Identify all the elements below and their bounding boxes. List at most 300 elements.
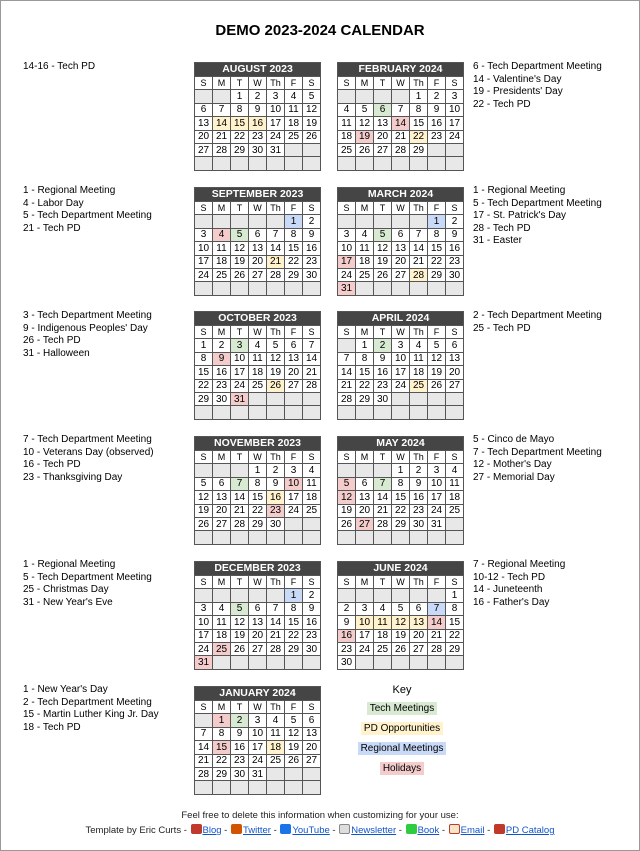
day-of-week-header: M xyxy=(213,326,231,339)
day-cell: 27 xyxy=(249,268,267,281)
day-cell: 9 xyxy=(374,352,392,365)
event-item: 12 - Mother's Day xyxy=(473,459,552,470)
calendar-february-2024 xyxy=(337,62,464,171)
day-cell: 20 xyxy=(356,504,374,517)
empty-day-cell xyxy=(195,215,213,228)
day-cell: 26 xyxy=(303,130,321,143)
day-cell: 30 xyxy=(338,656,356,669)
empty-day-cell xyxy=(231,282,249,295)
day-cell: 9 xyxy=(446,228,464,241)
day-of-week-header: F xyxy=(285,202,303,215)
empty-day-cell xyxy=(356,157,374,170)
day-of-week-header: M xyxy=(356,77,374,90)
empty-day-cell xyxy=(231,464,249,477)
empty-day-cell xyxy=(338,90,356,103)
day-cell: 10 xyxy=(446,103,464,116)
event-item: 6 - Tech Department Meeting xyxy=(473,61,602,72)
event-item: 15 - Martin Luther King Jr. Day xyxy=(23,709,159,720)
day-cell: 28 xyxy=(428,642,446,655)
events-february xyxy=(473,61,602,111)
day-cell: 19 xyxy=(428,366,446,379)
day-cell: 4 xyxy=(303,464,321,477)
day-cell: 4 xyxy=(213,228,231,241)
events-may xyxy=(473,434,602,484)
book-link[interactable]: Book xyxy=(417,825,440,836)
day-cell: 14 xyxy=(392,117,410,130)
day-cell: 10 xyxy=(428,477,446,490)
event-item: 3 - Tech Department Meeting xyxy=(23,310,152,321)
day-cell: 24 xyxy=(356,642,374,655)
day-cell: 4 xyxy=(356,228,374,241)
event-item: 1 - New Year's Day xyxy=(23,684,108,695)
empty-day-cell xyxy=(303,517,321,530)
event-item: 2 - Tech Department Meeting xyxy=(473,310,602,321)
day-of-week-header: M xyxy=(356,576,374,589)
day-of-week-header: Th xyxy=(410,576,428,589)
empty-day-cell xyxy=(303,143,321,156)
day-cell: 22 xyxy=(231,130,249,143)
day-of-week-header: S xyxy=(195,576,213,589)
day-cell: 12 xyxy=(195,491,213,504)
empty-day-cell xyxy=(195,589,213,602)
day-cell: 3 xyxy=(249,714,267,727)
day-cell: 3 xyxy=(285,464,303,477)
calendar-june-2024 xyxy=(337,561,464,670)
day-cell: 21 xyxy=(267,255,285,268)
day-cell: 16 xyxy=(446,242,464,255)
day-cell: 27 xyxy=(195,143,213,156)
day-cell: 19 xyxy=(392,629,410,642)
day-cell: 30 xyxy=(303,642,321,655)
day-cell: 24 xyxy=(231,379,249,392)
month-header: APRIL 2024 xyxy=(338,312,464,326)
day-cell: 21 xyxy=(338,379,356,392)
day-cell: 12 xyxy=(267,352,285,365)
day-cell: 29 xyxy=(213,767,231,780)
day-of-week-header: S xyxy=(303,77,321,90)
day-cell: 3 xyxy=(338,228,356,241)
empty-day-cell xyxy=(356,282,374,295)
day-cell: 19 xyxy=(303,117,321,130)
newsletter-link[interactable]: Newsletter xyxy=(351,825,397,836)
day-cell: 29 xyxy=(392,517,410,530)
page-title: DEMO 2023-2024 CALENDAR xyxy=(215,22,425,39)
event-item: 14-16 - Tech PD xyxy=(23,61,96,72)
empty-day-cell xyxy=(356,464,374,477)
day-cell: 18 xyxy=(285,117,303,130)
empty-day-cell xyxy=(303,282,321,295)
event-item: 1 - Regional Meeting xyxy=(23,185,116,196)
template-credit: Template by Eric Curts - xyxy=(85,825,187,836)
empty-day-cell xyxy=(267,282,285,295)
empty-day-cell xyxy=(249,215,267,228)
empty-day-cell xyxy=(267,406,285,419)
day-cell: 13 xyxy=(446,352,464,365)
day-cell: 14 xyxy=(428,616,446,629)
event-item: 7 - Tech Department Meeting xyxy=(23,434,152,445)
day-cell: 7 xyxy=(410,228,428,241)
event-item: 10 - Veterans Day (observed) xyxy=(23,446,154,458)
day-cell: 14 xyxy=(410,242,428,255)
day-cell: 24 xyxy=(338,268,356,281)
day-cell: 14 xyxy=(338,366,356,379)
day-cell: 28 xyxy=(213,143,231,156)
day-cell: 22 xyxy=(285,255,303,268)
day-cell: 23 xyxy=(213,379,231,392)
empty-day-cell xyxy=(338,339,356,352)
day-cell: 8 xyxy=(285,602,303,615)
calendar-september-2023 xyxy=(194,187,321,296)
empty-day-cell xyxy=(231,157,249,170)
day-cell: 9 xyxy=(303,228,321,241)
month-header: SEPTEMBER 2023 xyxy=(195,188,321,202)
day-cell: 30 xyxy=(303,268,321,281)
empty-day-cell xyxy=(356,531,374,544)
event-item: 9 - Indigenous Peoples' Day xyxy=(23,322,148,334)
empty-day-cell xyxy=(356,215,374,228)
day-cell: 29 xyxy=(285,642,303,655)
day-cell: 10 xyxy=(267,103,285,116)
day-cell: 27 xyxy=(249,642,267,655)
day-cell: 13 xyxy=(356,491,374,504)
day-of-week-header: W xyxy=(249,701,267,714)
day-cell: 23 xyxy=(303,255,321,268)
month-header: FEBRUARY 2024 xyxy=(338,63,464,77)
empty-day-cell xyxy=(267,589,285,602)
events-september xyxy=(23,185,152,235)
day-cell: 6 xyxy=(303,714,321,727)
day-cell: 31 xyxy=(231,392,249,405)
day-cell: 13 xyxy=(285,352,303,365)
day-cell: 15 xyxy=(231,117,249,130)
day-cell: 12 xyxy=(303,103,321,116)
day-cell: 31 xyxy=(195,656,213,669)
empty-day-cell xyxy=(410,406,428,419)
day-of-week-header: T xyxy=(231,326,249,339)
calendar-october-2023 xyxy=(194,311,321,420)
events-august xyxy=(23,61,95,74)
empty-day-cell xyxy=(446,157,464,170)
day-cell: 8 xyxy=(410,103,428,116)
event-item: 2 - Tech Department Meeting xyxy=(23,696,152,708)
month-header: JANUARY 2024 xyxy=(195,687,321,701)
day-cell: 6 xyxy=(410,602,428,615)
day-cell: 21 xyxy=(231,504,249,517)
event-item: 5 - Tech Department Meeting xyxy=(23,210,152,221)
day-cell: 6 xyxy=(249,602,267,615)
day-cell: 22 xyxy=(249,504,267,517)
legend-tech-meetings: Tech Meetings xyxy=(367,702,437,715)
legend xyxy=(350,684,454,782)
day-of-week-header: Th xyxy=(267,326,285,339)
empty-day-cell xyxy=(392,406,410,419)
day-of-week-header: M xyxy=(356,326,374,339)
calendar-november-2023 xyxy=(194,436,321,545)
day-cell: 26 xyxy=(338,517,356,530)
empty-day-cell xyxy=(231,589,249,602)
day-cell: 22 xyxy=(213,754,231,767)
day-cell: 25 xyxy=(267,754,285,767)
empty-day-cell xyxy=(428,282,446,295)
day-cell: 22 xyxy=(285,629,303,642)
day-of-week-header: S xyxy=(303,451,321,464)
day-cell: 20 xyxy=(195,130,213,143)
empty-day-cell xyxy=(338,157,356,170)
day-of-week-header: F xyxy=(285,701,303,714)
empty-day-cell xyxy=(428,589,446,602)
day-cell: 16 xyxy=(303,242,321,255)
empty-day-cell xyxy=(392,656,410,669)
day-of-week-header: T xyxy=(374,77,392,90)
day-of-week-header: F xyxy=(285,326,303,339)
day-cell: 13 xyxy=(392,242,410,255)
events-march xyxy=(473,185,602,248)
day-cell: 29 xyxy=(231,143,249,156)
month-header: DECEMBER 2023 xyxy=(195,562,321,576)
day-cell: 7 xyxy=(213,103,231,116)
empty-day-cell xyxy=(213,406,231,419)
day-of-week-header: Th xyxy=(410,77,428,90)
day-cell: 14 xyxy=(195,741,213,754)
day-cell: 10 xyxy=(285,477,303,490)
empty-day-cell xyxy=(231,531,249,544)
day-cell: 11 xyxy=(249,352,267,365)
empty-day-cell xyxy=(249,781,267,794)
empty-day-cell xyxy=(338,589,356,602)
day-cell: 4 xyxy=(374,602,392,615)
calendar-may-2024 xyxy=(337,436,464,545)
day-cell: 10 xyxy=(338,242,356,255)
day-cell: 16 xyxy=(231,741,249,754)
day-cell: 5 xyxy=(195,477,213,490)
day-cell: 15 xyxy=(249,491,267,504)
day-cell: 12 xyxy=(231,616,249,629)
day-cell: 1 xyxy=(410,90,428,103)
empty-day-cell xyxy=(303,656,321,669)
day-of-week-header: W xyxy=(392,326,410,339)
empty-day-cell xyxy=(195,90,213,103)
day-cell: 6 xyxy=(392,228,410,241)
empty-day-cell xyxy=(249,656,267,669)
day-cell: 14 xyxy=(374,491,392,504)
day-cell: 13 xyxy=(213,491,231,504)
day-cell: 9 xyxy=(428,103,446,116)
empty-day-cell xyxy=(392,392,410,405)
empty-day-cell xyxy=(267,656,285,669)
day-cell: 11 xyxy=(410,352,428,365)
legend-holidays: Holidays xyxy=(380,762,424,775)
youtube-icon xyxy=(280,824,291,834)
day-cell: 17 xyxy=(195,255,213,268)
day-of-week-header: T xyxy=(231,77,249,90)
day-cell: 12 xyxy=(338,491,356,504)
day-cell: 3 xyxy=(267,90,285,103)
day-cell: 30 xyxy=(446,268,464,281)
day-cell: 30 xyxy=(410,517,428,530)
day-cell: 9 xyxy=(410,477,428,490)
day-cell: 21 xyxy=(374,504,392,517)
empty-day-cell xyxy=(267,215,285,228)
day-cell: 19 xyxy=(231,255,249,268)
twitter-link[interactable]: Twitter xyxy=(243,825,271,836)
empty-day-cell xyxy=(285,517,303,530)
day-cell: 14 xyxy=(213,117,231,130)
day-cell: 1 xyxy=(249,464,267,477)
empty-day-cell xyxy=(392,215,410,228)
empty-day-cell xyxy=(338,215,356,228)
day-cell: 24 xyxy=(195,642,213,655)
day-cell: 11 xyxy=(446,477,464,490)
day-of-week-header: M xyxy=(356,202,374,215)
day-cell: 16 xyxy=(374,366,392,379)
day-cell: 9 xyxy=(231,727,249,740)
pd-catalog-link[interactable]: PD Catalog xyxy=(505,825,555,836)
day-of-week-header: Th xyxy=(267,451,285,464)
day-of-week-header: F xyxy=(428,202,446,215)
day-cell: 24 xyxy=(267,130,285,143)
empty-day-cell xyxy=(285,656,303,669)
day-cell: 25 xyxy=(446,504,464,517)
day-cell: 19 xyxy=(356,130,374,143)
empty-day-cell xyxy=(195,282,213,295)
empty-day-cell xyxy=(338,531,356,544)
day-cell: 2 xyxy=(446,215,464,228)
month-header: AUGUST 2023 xyxy=(195,63,321,77)
day-of-week-header: M xyxy=(213,576,231,589)
day-cell: 18 xyxy=(213,255,231,268)
day-cell: 7 xyxy=(267,228,285,241)
day-of-week-header: S xyxy=(303,701,321,714)
day-cell: 22 xyxy=(446,629,464,642)
day-of-week-header: S xyxy=(446,202,464,215)
day-of-week-header: S xyxy=(446,326,464,339)
day-cell: 26 xyxy=(195,517,213,530)
day-cell: 23 xyxy=(446,255,464,268)
empty-day-cell xyxy=(410,531,428,544)
empty-day-cell xyxy=(231,781,249,794)
day-of-week-header: Th xyxy=(267,701,285,714)
day-of-week-header: T xyxy=(231,202,249,215)
day-of-week-header: W xyxy=(249,576,267,589)
event-item: 25 - Christmas Day xyxy=(23,584,109,595)
day-cell: 25 xyxy=(338,143,356,156)
day-of-week-header: W xyxy=(392,576,410,589)
day-cell: 6 xyxy=(356,477,374,490)
day-cell: 20 xyxy=(446,366,464,379)
day-cell: 9 xyxy=(338,616,356,629)
empty-day-cell xyxy=(267,767,285,780)
day-cell: 16 xyxy=(410,491,428,504)
day-cell: 17 xyxy=(285,491,303,504)
day-cell: 18 xyxy=(410,366,428,379)
day-cell: 19 xyxy=(374,255,392,268)
day-cell: 8 xyxy=(392,477,410,490)
empty-day-cell xyxy=(446,143,464,156)
empty-day-cell xyxy=(374,282,392,295)
day-cell: 23 xyxy=(428,130,446,143)
empty-day-cell xyxy=(249,392,267,405)
day-cell: 27 xyxy=(356,517,374,530)
event-item: 28 - Tech PD xyxy=(473,222,531,234)
day-cell: 25 xyxy=(249,379,267,392)
month-header: JUNE 2024 xyxy=(338,562,464,576)
event-item: 16 - Father's Day xyxy=(473,596,550,608)
day-cell: 28 xyxy=(231,517,249,530)
empty-day-cell xyxy=(410,282,428,295)
day-cell: 26 xyxy=(356,143,374,156)
blog-icon xyxy=(191,824,202,834)
pd-catalog-icon xyxy=(494,824,505,834)
day-of-week-header: T xyxy=(374,326,392,339)
day-cell: 27 xyxy=(446,379,464,392)
day-cell: 6 xyxy=(213,477,231,490)
day-cell: 13 xyxy=(374,117,392,130)
event-item: 14 - Valentine's Day xyxy=(473,73,562,85)
day-cell: 27 xyxy=(392,268,410,281)
day-of-week-header: S xyxy=(195,451,213,464)
day-cell: 21 xyxy=(195,754,213,767)
day-cell: 2 xyxy=(410,464,428,477)
day-cell: 20 xyxy=(392,255,410,268)
day-cell: 4 xyxy=(446,464,464,477)
day-cell: 22 xyxy=(410,130,428,143)
day-cell: 12 xyxy=(356,117,374,130)
day-cell: 13 xyxy=(249,616,267,629)
day-cell: 1 xyxy=(195,339,213,352)
day-cell: 23 xyxy=(303,629,321,642)
day-of-week-header: F xyxy=(428,326,446,339)
footer-note: Feel free to delete this information when customizing for your use: xyxy=(181,810,459,821)
day-of-week-header: T xyxy=(374,576,392,589)
empty-day-cell xyxy=(428,656,446,669)
empty-day-cell xyxy=(374,157,392,170)
day-cell: 21 xyxy=(410,255,428,268)
blog-link[interactable]: Blog xyxy=(202,825,222,836)
day-of-week-header: S xyxy=(303,326,321,339)
day-cell: 11 xyxy=(267,727,285,740)
calendar-december-2023 xyxy=(194,561,321,670)
day-cell: 8 xyxy=(195,352,213,365)
day-cell: 8 xyxy=(446,602,464,615)
day-of-week-header: M xyxy=(213,701,231,714)
day-of-week-header: F xyxy=(428,576,446,589)
day-of-week-header: W xyxy=(249,326,267,339)
event-item: 31 - New Year's Eve xyxy=(23,596,113,608)
empty-day-cell xyxy=(356,90,374,103)
day-cell: 28 xyxy=(374,517,392,530)
day-cell: 18 xyxy=(374,629,392,642)
day-cell: 3 xyxy=(356,602,374,615)
day-cell: 14 xyxy=(267,616,285,629)
day-cell: 18 xyxy=(267,741,285,754)
day-cell: 3 xyxy=(231,339,249,352)
event-item: 31 - Halloween xyxy=(23,347,90,359)
youtube-link[interactable]: YouTube xyxy=(292,825,330,836)
day-cell: 12 xyxy=(231,242,249,255)
day-of-week-header: S xyxy=(303,576,321,589)
legend-pd-opportunities: PD Opportunities xyxy=(361,722,443,735)
day-cell: 13 xyxy=(195,117,213,130)
empty-day-cell xyxy=(303,406,321,419)
day-cell: 16 xyxy=(428,117,446,130)
day-cell: 28 xyxy=(195,767,213,780)
empty-day-cell xyxy=(231,656,249,669)
day-cell: 24 xyxy=(446,130,464,143)
day-cell: 11 xyxy=(303,477,321,490)
empty-day-cell xyxy=(213,656,231,669)
email-link[interactable]: Email xyxy=(460,825,485,836)
day-cell: 10 xyxy=(249,727,267,740)
